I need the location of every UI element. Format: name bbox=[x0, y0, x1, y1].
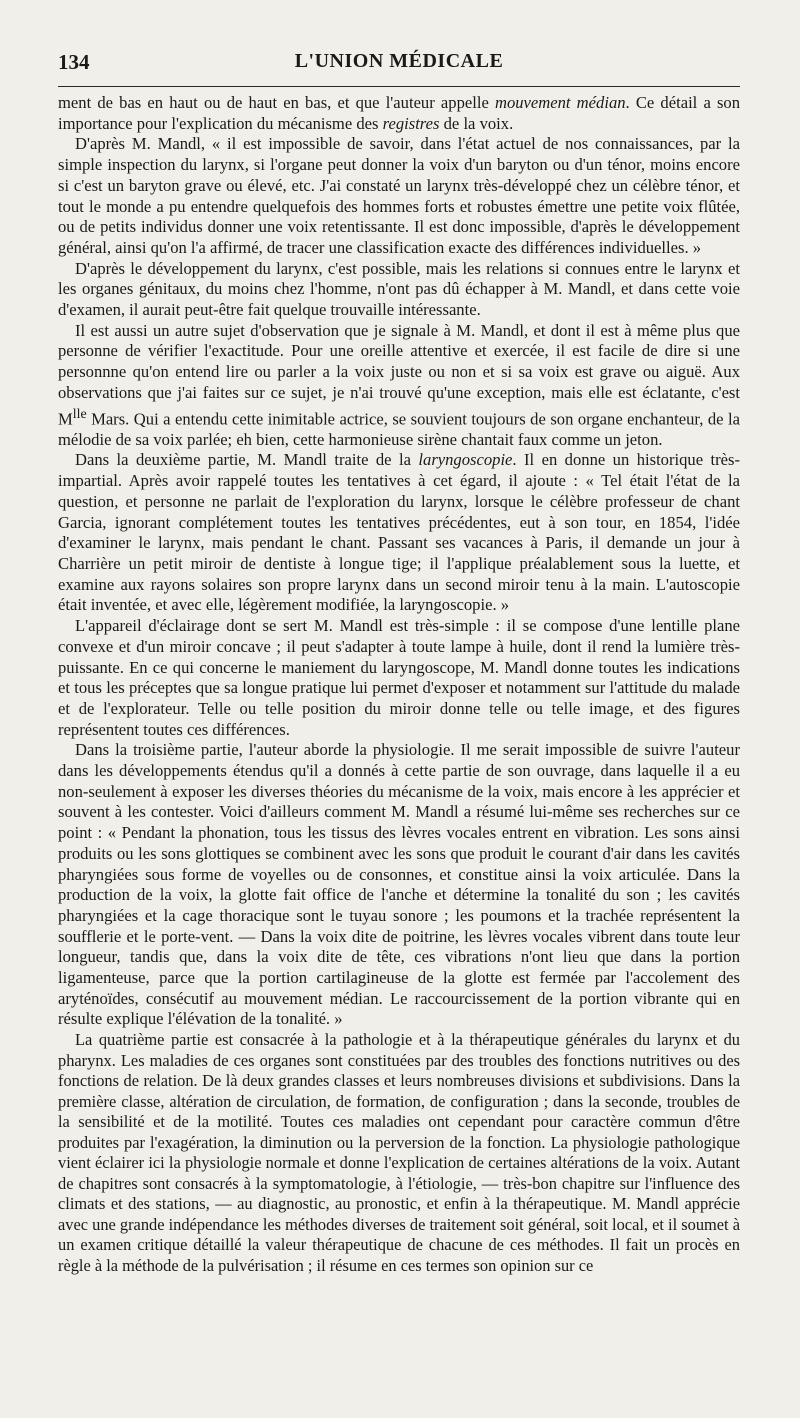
paragraph-3: D'après le développement du larynx, c'est possible, mais les relations si connues entre le larynx et les organes génitaux, du moins chez l'homme, n'ont pas dû échapper à M. Mandl, et dans cette voie d'examen, il aurait peut-être fait quelque trouvaille intéressante. bbox=[58, 258, 740, 320]
article-body bbox=[58, 93, 740, 1276]
paragraph-1: ment de bas en haut ou de haut en bas, et que l'auteur appelle mouvement médian. Ce détail a son importance pour l'explication du mécanisme des registres de la voix. bbox=[58, 93, 741, 133]
page-header bbox=[58, 50, 740, 78]
paragraph-5: Dans la deuxième partie, M. Mandl traite de la laryngoscopie. Il en donne un historique très-impartial. Après avoir rappelé toutes les tentatives à cet égard, il ajoute : « Tel était l'état de la question, et personne ne parlait de l'exploration du larynx, lorsque le célèbre professeur de chant Garcia, ignorant complétement toutes les tentatives précédentes, eut à son tour, en 1854, l'idée d'examiner le larynx, mais pendant le chant. Passant ses vacances à Paris, il demande un jour à Charrière un petit miroir de dentiste à longue tige; il l'applique préalablement sous la luette, et examine aux rayons solaires son propre larynx dans un second miroir tenu à la main. L'autoscopie était inventée, et avec elle, légèrement modifiée, la laryngoscopie. » bbox=[58, 450, 740, 615]
paragraph-8: La quatrième partie est consacrée à la pathologie et à la thérapeutique générales du larynx et du pharynx. Les maladies de ces organes sont constituées par des troubles des fonctions nutritives ou des fonctions de relation. De là deux grandes classes et leurs nombreuses divisions et subdivisions. Dans la première classe, altération de circulation, de formation, de configuration ; dans la seconde, troubles de la sensibilité et de la motilité. Toutes ces maladies ont cependant pour caractère commun d'être produites par l'exagération, la diminution ou la perversion de la fonction. La physiologie pathologique vient éclairer ici la physiologie normale et donne l'explication de certaines altérations de la voix. Autant de chapitres sont consacrés à la symptomatologie, à l'étiologie, — très-bon chapitre sur l'influence des climats et des stations, — au diagnostic, au pronostic, et enfin à la thérapeutique. M. Mandl apprécie avec une grande indépendance les méthodes diverses de traitement soit général, soit local, et il soumet à un examen critique détaillé la valeur thérapeutique de chacune de ces méthodes. Il fait un procès en règle à la méthode de la pulvérisation ; il résume en ces termes son opinion sur ce bbox=[58, 1030, 740, 1275]
header-rule bbox=[58, 86, 740, 87]
running-title: L'UNION MÉDICALE bbox=[294, 50, 504, 72]
page-number: 134 bbox=[58, 50, 90, 74]
paragraph-4: Il est aussi un autre sujet d'observation que je signale à M. Mandl, et dont il est à même plus que personne de vérifier l'exactitude. Pour une oreille attentive et exercée, il est facile de dire si une personnne qu'on entend lire ou parler a la voix juste ou non et si sa voix est grave ou aiguë. Aux observations que j'ai faites sur ce sujet, je n'ai trouvé qu'une exception, mais elle est éclatante, c'est $M^{lle}$ Mars. Qui a entendu cette inimitable actrice, se souvient toujours de son organe enchanteur, de la mélodie de sa voix parlée; eh bien, cette harmonieuse sirène chantait faux comme un jeton. bbox=[58, 320, 740, 449]
paragraph-2: D'après M. Mandl, « il est impossible de savoir, dans l'état actuel de nos connaissances, par la simple inspection du larynx, si l'organe peut donner la voix d'un baryton ou d'un ténor, moins encore si c'est un baryton grave ou élevé, etc. J'ai constaté un larynx très-développé chez un célèbre ténor, et tout le monde a pu entendre quelquefois des hommes forts et robustes émettre une petite voix flûtée, ou de petits individus donner une voix retentissante. Il est donc impossible, d'après le développement général, ainsi qu'on l'a affirmé, de tracer une classification exacte des différences individuelles. » bbox=[58, 134, 740, 257]
paragraph-6: L'appareil d'éclairage dont se sert M. Mandl est très-simple : il se compose d'une lentille plane convexe et d'un miroir concave ; il peut s'adapter à toute lampe à huile, dont il rend la lumière très-puissante. En ce qui concerne le maniement du laryngoscope, M. Mandl donne toutes les indications et tous les préceptes que sa longue pratique lui permet d'exposer et notamment sur l'attitude du malade et de l'explorateur. Telle ou telle position du miroir donne telle ou telle image, et des figures représentent toutes ces différences. bbox=[58, 616, 740, 739]
paragraph-7: Dans la troisième partie, l'auteur aborde la physiologie. Il me serait impossible de suivre l'auteur dans les développements étendus qu'il a donnés à cette partie de son ouvrage, dans laquelle il a eu non-seulement à exposer les diverses théories du mécanisme de la voix, mais encore à les apprécier et souvent à les contester. Voici d'ailleurs comment M. Mandl a résumé lui-même ses recherches sur ce point : « Pendant la phonation, tous les tissus des lèvres vocales entrent en vibration. Les sons ainsi produits ou les sons glottiques se combinent avec les sons que produit le courant d'air dans les cavités pharyngiées sous forme de voyelles ou de consonnes, et constitue ainsi la voix articulée. Dans la production de la voix, la glotte fait office de l'anche et détermine la tonalité du son ; les cavités pharyngiées et la cage thoracique sont le tuyau sonore ; les poumons et la trachée représentent la soufflerie et le porte-vent. — Dans la voix dite de poitrine, les lèvres vocales vibrent dans toute leur longueur, tandis que, dans la voix dite de tête, ces vibrations n'ont lieu que dans la portion ligamenteuse, parce que la portion cartilagineuse de la glotte est fermée par l'accolement des aryténoïdes, consécutif au mouvement médian. Le raccourcissement de la portion vibrante qui en résulte explique l'élévation de la tonalité. » bbox=[58, 740, 740, 1029]
